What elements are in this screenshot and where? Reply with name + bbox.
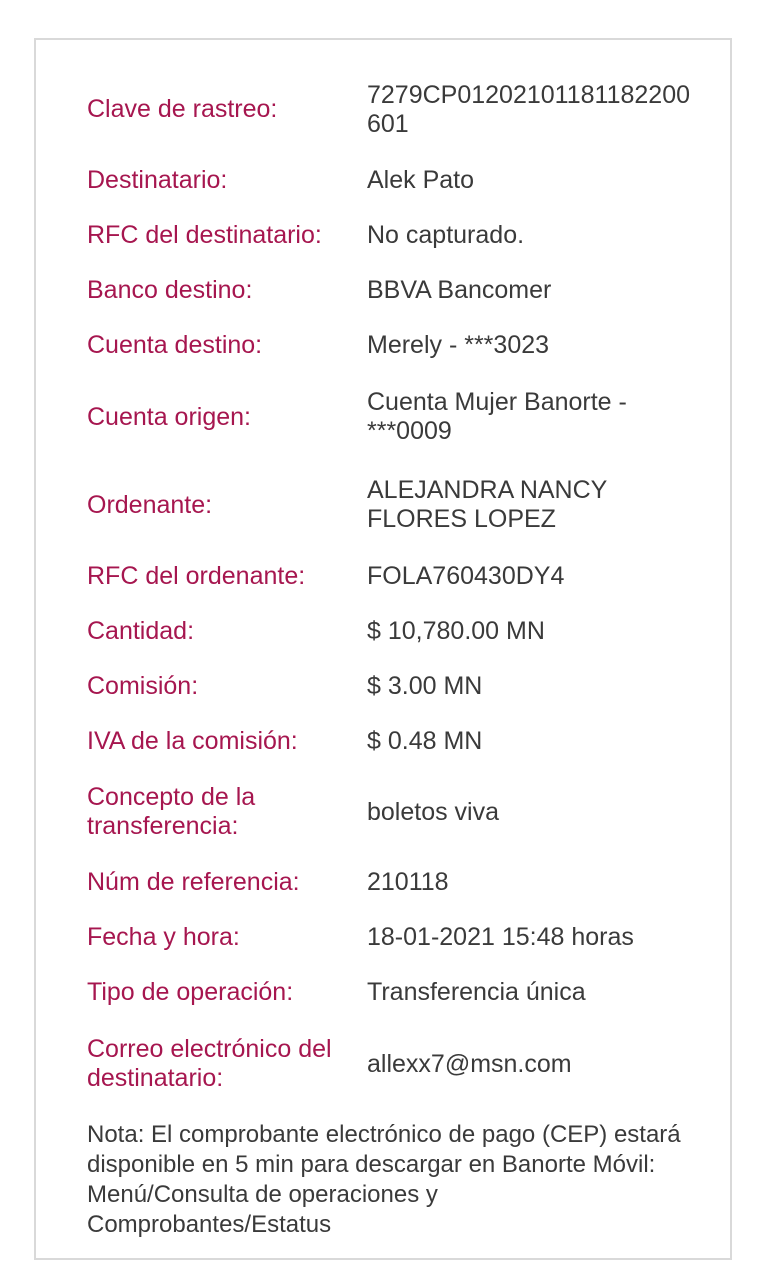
row-num-referencia: [87, 855, 717, 910]
value-correo-destinatario: allexx7@msn.com: [367, 1049, 572, 1078]
row-correo-destinatario: [87, 1020, 717, 1108]
label-cuenta-destino: Cuenta destino:: [87, 331, 263, 359]
value-fecha-hora: 18-01-2021 15:48 horas: [367, 923, 634, 951]
row-iva-comision: [87, 714, 717, 769]
label-clave-rastreo: Clave de rastreo:: [87, 95, 278, 123]
details-list: [87, 66, 717, 1108]
label-rfc-ordenante: RFC del ordenante:: [87, 562, 306, 590]
label-banco-destino: Banco destino:: [87, 276, 253, 304]
row-ordenante: [87, 461, 717, 549]
value-cuenta-destino: Merely - ***3023: [367, 331, 550, 359]
row-cuenta-origen: [87, 373, 717, 461]
value-tipo-operacion: Transferencia única: [367, 978, 586, 1006]
row-tipo-operacion: [87, 965, 717, 1020]
value-cuenta-origen: Cuenta Mujer Banorte - ***0009: [367, 388, 627, 445]
row-banco-destino: [87, 263, 717, 318]
label-cuenta-origen: Cuenta origen:: [87, 402, 252, 431]
value-concepto: boletos viva: [367, 797, 500, 826]
label-correo-destinatario: Correo electrónico del destinatario:: [87, 1035, 332, 1092]
cep-note: Nota: El comprobante electrónico de pago (CEP) estará disponible en 5 min para descargar en Banorte Móvil: Menú/Consulta de operaciones y Comprobantes/Estatus: [87, 1121, 681, 1238]
label-cantidad: Cantidad:: [87, 617, 195, 645]
label-comision: Comisión:: [87, 672, 199, 700]
label-fecha-hora: Fecha y hora:: [87, 923, 240, 951]
value-num-referencia: 210118: [367, 868, 449, 896]
label-num-referencia: Núm de referencia:: [87, 868, 300, 896]
value-destinatario: Alek Pato: [367, 166, 475, 194]
value-rfc-ordenante: FOLA760430DY4: [367, 562, 565, 590]
value-clave-rastreo: 7279CP01202101181182200601: [367, 80, 690, 138]
row-comision: [87, 659, 717, 714]
row-cuenta-destino: [87, 318, 717, 373]
label-concepto: Concepto de la transferencia:: [87, 783, 256, 840]
value-banco-destino: BBVA Bancomer: [367, 276, 552, 304]
value-ordenante: ALEJANDRA NANCY FLORES LOPEZ: [367, 476, 607, 533]
label-tipo-operacion: Tipo de operación:: [87, 978, 294, 1006]
row-rfc-destinatario: [87, 208, 717, 263]
label-ordenante: Ordenante:: [87, 490, 213, 519]
row-fecha-hora: [87, 910, 717, 965]
row-cantidad: [87, 604, 717, 659]
label-iva-comision: IVA de la comisión:: [87, 727, 298, 755]
value-iva-comision: $ 0.48 MN: [367, 727, 483, 755]
value-cantidad: $ 10,780.00 MN: [367, 617, 545, 645]
receipt-card: [34, 38, 732, 1260]
row-concepto: [87, 769, 717, 855]
label-destinatario: Destinatario:: [87, 166, 228, 194]
row-destinatario: [87, 153, 717, 208]
value-comision: $ 3.00 MN: [367, 672, 483, 700]
value-rfc-destinatario: No capturado.: [367, 221, 525, 249]
row-rfc-ordenante: [87, 549, 717, 604]
label-rfc-destinatario: RFC del destinatario:: [87, 221, 322, 249]
row-clave-rastreo: [87, 66, 717, 153]
